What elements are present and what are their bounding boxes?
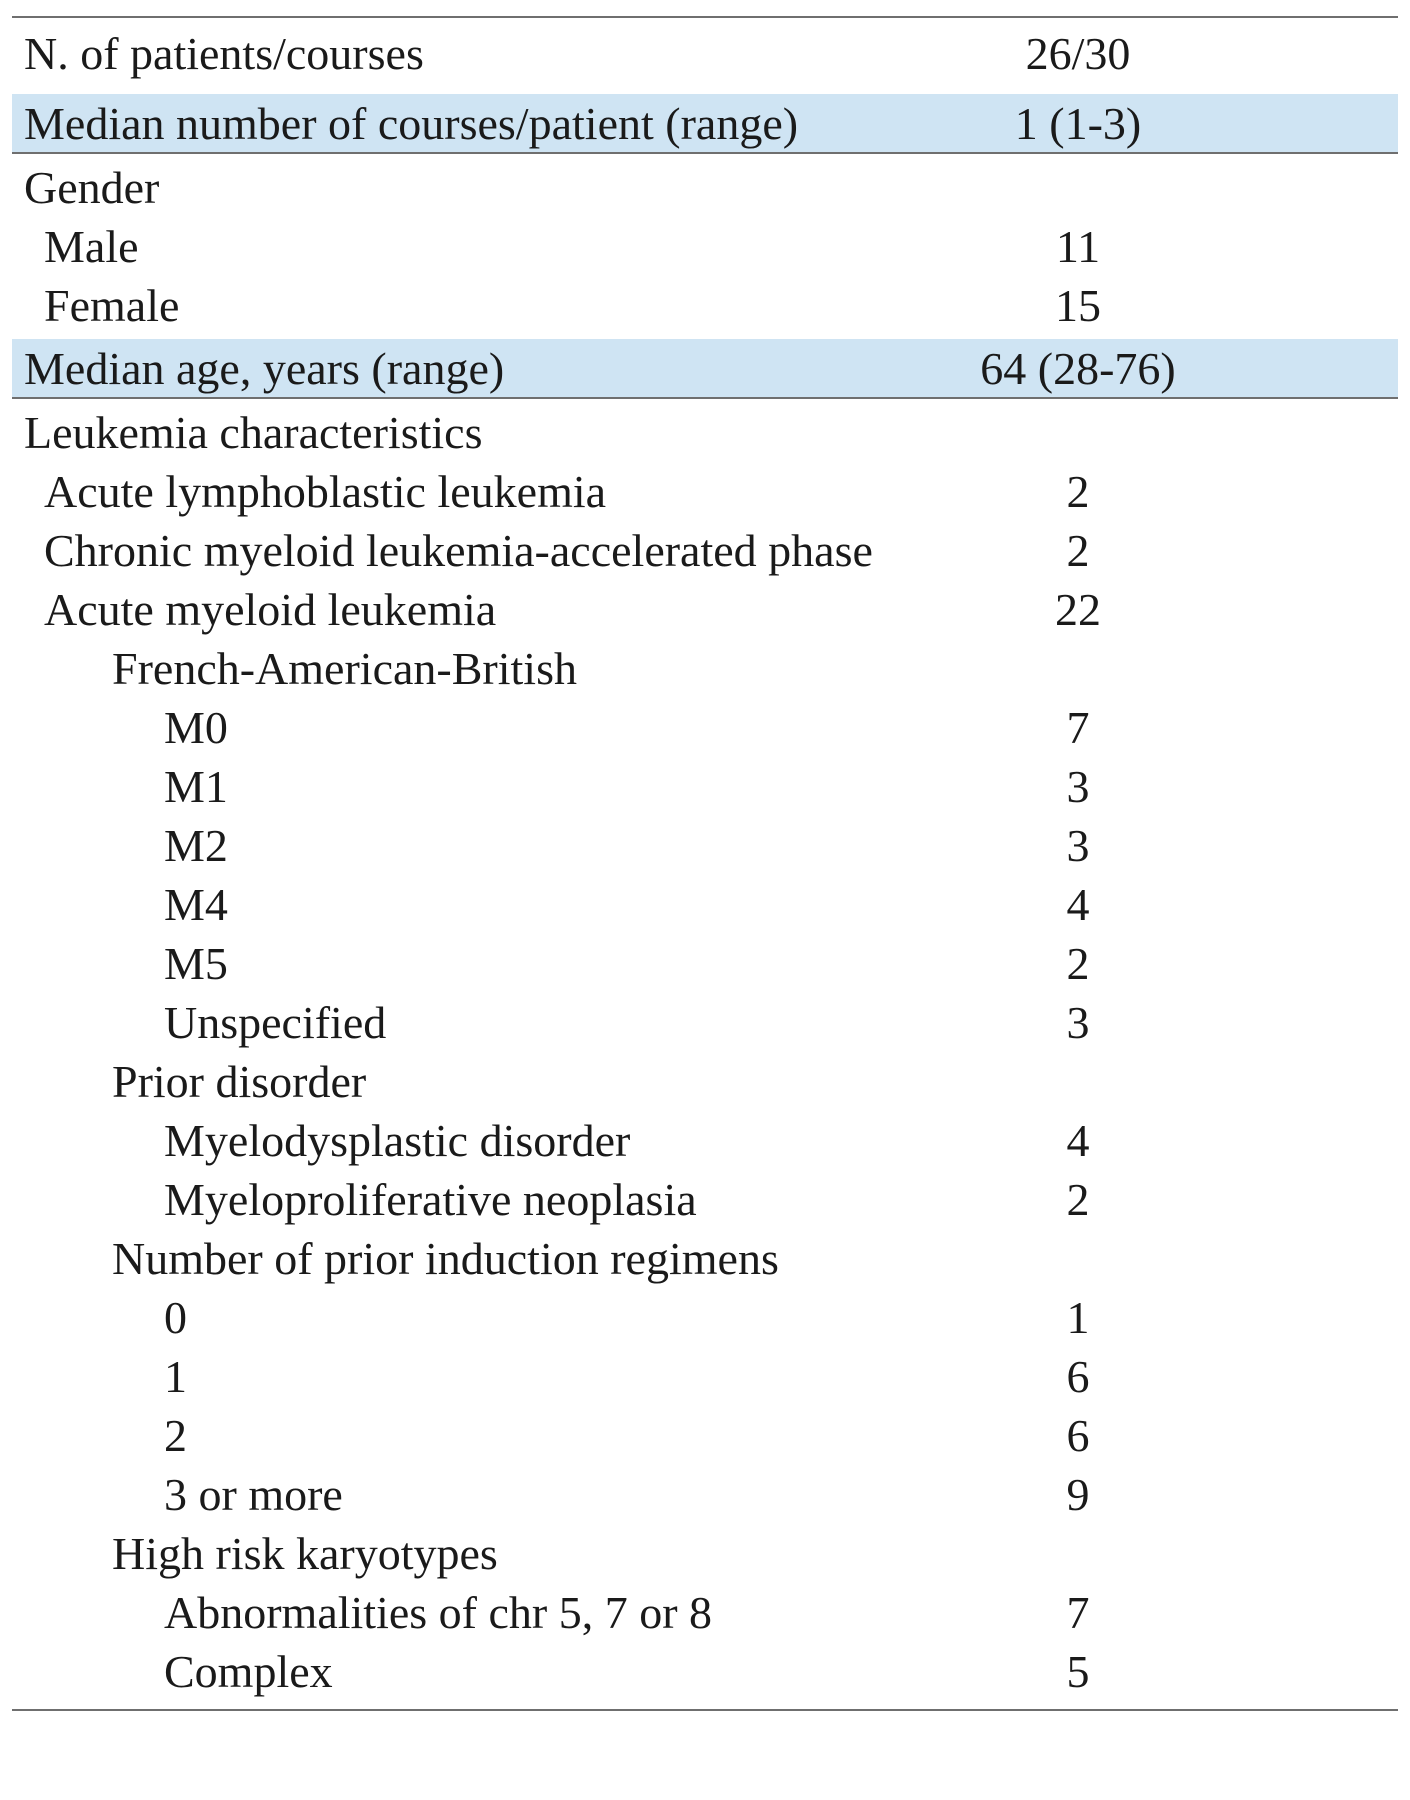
row-value: 11 xyxy=(1055,221,1101,272)
row-label: Unspecified xyxy=(164,997,387,1048)
row-label: Myeloproliferative neoplasia xyxy=(164,1174,697,1225)
row-value: 2 xyxy=(1066,938,1090,989)
row-label: Acute myeloid leukemia xyxy=(44,584,497,635)
row-label: M4 xyxy=(164,879,228,930)
table-row xyxy=(12,875,1398,934)
row-label: Myelodysplastic disorder xyxy=(164,1115,631,1166)
row-value: 6 xyxy=(1066,1410,1090,1461)
row-value: 7 xyxy=(1066,702,1090,753)
row-label: Gender xyxy=(24,162,160,213)
table-row xyxy=(12,993,1398,1052)
row-label: Female xyxy=(44,280,180,331)
row-value: 9 xyxy=(1066,1469,1090,1520)
row-value: 6 xyxy=(1066,1351,1090,1402)
row-label: Prior disorder xyxy=(112,1056,367,1107)
row-label: Median number of courses/patient (range) xyxy=(24,98,799,149)
row-value: 4 xyxy=(1066,879,1090,930)
row-value: 2 xyxy=(1066,466,1090,517)
row-label: Leukemia characteristics xyxy=(24,407,483,458)
row-value: 2 xyxy=(1066,525,1090,576)
table-row xyxy=(12,1524,1398,1583)
table-row xyxy=(12,757,1398,816)
row-value: 3 xyxy=(1066,761,1090,812)
table-row xyxy=(12,580,1398,639)
row-label: 1 xyxy=(164,1351,187,1402)
table-row xyxy=(12,816,1398,875)
row-value: 3 xyxy=(1066,820,1090,871)
table-row xyxy=(12,94,1398,154)
row-label: 0 xyxy=(164,1292,187,1343)
row-value: 26/30 xyxy=(1025,28,1131,79)
table-row xyxy=(12,217,1398,276)
row-value: 3 xyxy=(1066,997,1090,1048)
table-row xyxy=(12,1583,1398,1642)
table-row xyxy=(12,339,1398,399)
row-label: Acute lymphoblastic leukemia xyxy=(44,466,607,517)
row-label: M1 xyxy=(164,761,228,812)
row-value: 7 xyxy=(1066,1587,1090,1638)
row-value: 22 xyxy=(1055,584,1101,635)
table-row xyxy=(12,462,1398,521)
table-row xyxy=(12,934,1398,993)
row-label: M0 xyxy=(164,702,228,753)
table-row xyxy=(12,276,1398,335)
row-label: Chronic myeloid leukemia-accelerated phase xyxy=(44,525,873,576)
table-row xyxy=(12,403,1398,462)
table-row xyxy=(12,1111,1398,1170)
row-label: Median age, years (range) xyxy=(24,343,505,394)
table-row xyxy=(12,521,1398,580)
row-label: M5 xyxy=(164,938,228,989)
table-row xyxy=(12,1642,1398,1701)
row-value: 15 xyxy=(1055,280,1101,331)
table-row xyxy=(12,1465,1398,1524)
table-row xyxy=(12,1288,1398,1347)
patient-characteristics-table xyxy=(12,16,1398,1711)
row-value: 1 xyxy=(1066,1292,1090,1343)
row-label: N. of patients/courses xyxy=(24,28,424,79)
row-label: Number of prior induction regimens xyxy=(112,1233,779,1284)
row-label: Male xyxy=(44,221,139,272)
table-row xyxy=(12,639,1398,698)
row-label: M2 xyxy=(164,820,228,871)
row-label: French-American-British xyxy=(112,643,577,694)
row-label: High risk karyotypes xyxy=(112,1528,498,1579)
table-row xyxy=(12,1229,1398,1288)
table-row xyxy=(12,1052,1398,1111)
row-value: 2 xyxy=(1066,1174,1090,1225)
table-row xyxy=(12,1406,1398,1465)
table-row xyxy=(12,1170,1398,1229)
row-label: 3 or more xyxy=(164,1469,343,1520)
row-label: Complex xyxy=(164,1646,333,1697)
row-label: Abnormalities of chr 5, 7 or 8 xyxy=(164,1587,713,1638)
table-row xyxy=(12,698,1398,757)
row-value: 1 (1-3) xyxy=(1014,98,1142,149)
table-row xyxy=(12,158,1398,217)
table-row xyxy=(12,18,1398,90)
row-value: 5 xyxy=(1066,1646,1090,1697)
table-row xyxy=(12,1347,1398,1406)
row-value: 64 (28-76) xyxy=(980,343,1176,394)
row-value: 4 xyxy=(1066,1115,1090,1166)
row-label: 2 xyxy=(164,1410,187,1461)
